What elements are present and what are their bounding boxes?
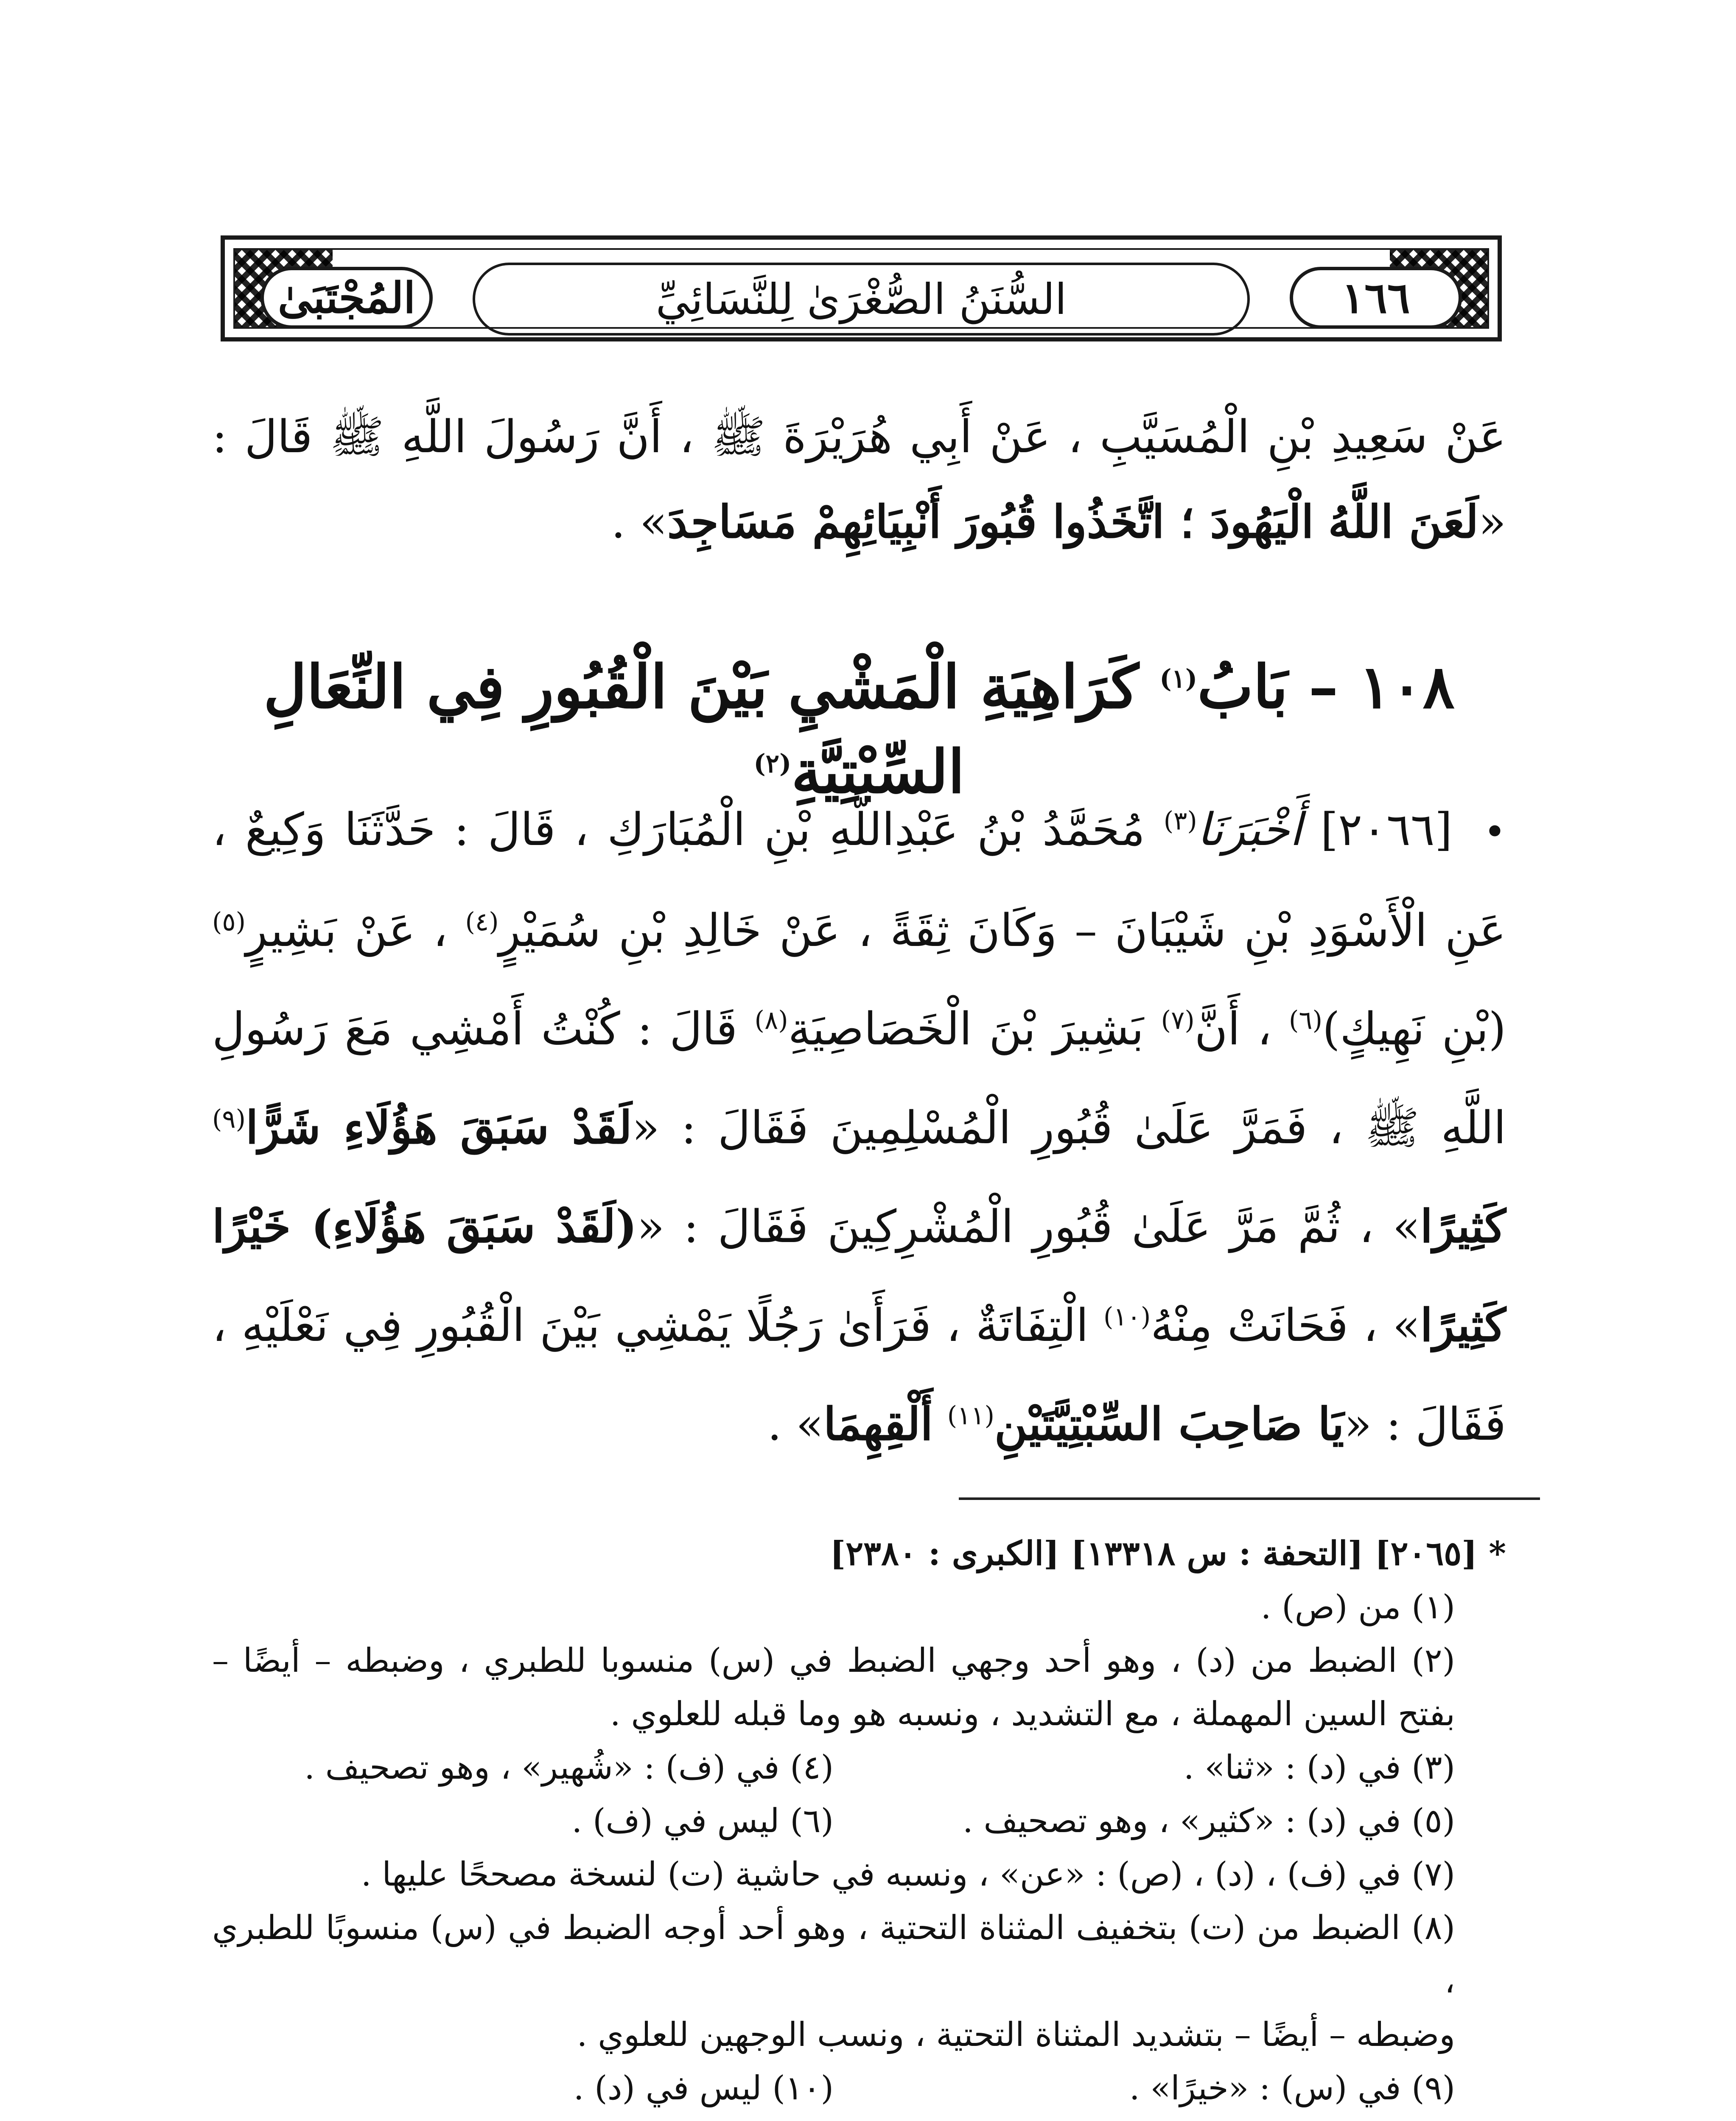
- previous-hadith-ending: [212, 395, 1506, 565]
- footnote-divider: [959, 1497, 1540, 1500]
- chapter-dash: –: [1308, 652, 1338, 722]
- footnote-2: (٢) الضبط من (د) ، وهو أحد وجهي الضبط في (س) منسوبا للطبري ، وضبطه – أيضًا – بفتح السين المهملة ، مع التشديد ، ونسبه هو وما قبله للعلوي .: [212, 1642, 1455, 1733]
- running-header: [221, 235, 1502, 341]
- page-number: ١٦٦: [1341, 273, 1410, 323]
- footnote-row-3-4: [212, 1741, 1506, 1794]
- hadith-number: [٢٠٦٦]: [1320, 803, 1453, 856]
- isnad-text-3: (بْنِ نَهِيكٍ): [1322, 1003, 1506, 1055]
- matn-text-3: » ، فَحَانَتْ مِنْهُ: [1151, 1299, 1420, 1352]
- footnote-8-cont: وضبطه – أيضًا – بتشديد المثناة التحتية ، ونسب الوجهين للعلوي .: [577, 2016, 1455, 2054]
- takhrij-2065: * [٢٠٦٥] [التحفة : س ١٣٣١٨] [الكبرى : ٢٣٨٠]: [830, 1534, 1506, 1573]
- book-title-cartouche: [260, 267, 433, 329]
- footnote-ref-3: (٣): [1163, 806, 1197, 836]
- footnote-ref-10: (١٠): [1103, 1302, 1151, 1332]
- akhbarana: أَخْبَرَنَا: [1197, 803, 1302, 856]
- matn-text-4: الْتِفَاتَةٌ ، فَرَأَىٰ رَجُلًا يَمْشِي بَيْنَ الْقُبُورِ فِي نَعْلَيْهِ ، فَقَالَ : «: [212, 1299, 1506, 1450]
- footnote-11: [212, 2115, 1506, 2121]
- footnote-7: (٧) في (ف) ، (د) ، (ص) : «عن» ، ونسبه في حاشية (ت) لنسخة مصححًا عليها .: [361, 1855, 1455, 1894]
- prev-text-end: » .: [611, 496, 667, 548]
- isnad-text-5: بَشِيرَ بْنَ الْخَصَاصِيَةِ: [788, 1003, 1144, 1055]
- chapter-title: كَرَاهِيَةِ الْمَشْيِ بَيْنَ الْقُبُورِ فِي النِّعَالِ السِّبْتِيَّةِ: [263, 652, 1139, 807]
- prev-text-plain: عَنْ سَعِيدِ بْنِ الْمُسَيَّبِ ، عَنْ أَبِي هُرَيْرَةَ ﷺ ، أَنَّ رَسُولَ اللَّهِ ﷺ قَالَ : «: [212, 411, 1506, 548]
- footnote-4: (٤) في (ف) : «شُهير» ، وهو تصحيف .: [304, 1749, 834, 1787]
- running-title: السُّنَنُ الصُّغْرَىٰ لِلنَّسَائِيِّ: [473, 263, 1250, 336]
- footnotes: [212, 1527, 1506, 2121]
- isnad-text-4: ، أَنَّ: [1194, 1003, 1272, 1055]
- bullet-icon: •: [1483, 810, 1506, 854]
- footnote-ref-1: (١): [1159, 664, 1198, 694]
- footnote-ref-11: (١١): [947, 1401, 994, 1431]
- matn-bold-3: (لَقَدْ سَبَقَ هَؤُلَاءِ) خَيْرًا كَثِيرًا: [212, 1200, 1506, 1352]
- footnote-6: (٦) ليس في (ف) .: [571, 1802, 834, 1840]
- footnote-8: (٨) الضبط من (ت) بتخفيف المثناة التحتية ، وهو أحد أوجه الضبط في (س) منسوبًا للطبري ،: [212, 1909, 1455, 2001]
- footnote-1: (١) من (ص) .: [1260, 1588, 1455, 1626]
- prev-text-bold-1: لَعَنَ اللَّهُ: [1328, 495, 1479, 548]
- footnote-9: (٩) في (س) : «خيرًا» .: [1129, 2069, 1455, 2107]
- isnad-text-2: ، عَنْ بَشِيرٍ: [246, 904, 448, 957]
- matn-bold-4: يَا صَاحِبَ السِّبْتِيَّتَيْنِ: [994, 1397, 1344, 1450]
- footnote-ref-2: (٢): [753, 749, 792, 779]
- book-title: المُجْتَبَىٰ: [277, 273, 416, 323]
- footnote-row-5-6: [212, 1794, 1506, 1848]
- footnote-5: (٥) في (د) : «كثير» ، وهو تصحيف .: [962, 1802, 1455, 1840]
- header-frame: [233, 248, 1489, 329]
- matn-text-1: قَالَ : كُنْتُ أَمْشِي مَعَ رَسُولِ اللَّهِ ﷺ ، فَمَرَّ عَلَىٰ قُبُورِ الْمُسْلِمِينَ فَقَالَ : «: [212, 1003, 1506, 1154]
- matn-text-end: » .: [767, 1398, 824, 1450]
- footnote-ref-5: (٥): [212, 907, 246, 937]
- hadith-2066: [212, 781, 1506, 1474]
- footnote-ref-4: (٤): [465, 907, 499, 937]
- footnote-10: (١٠) ليس في (د) .: [573, 2069, 834, 2107]
- chapter-word: بَابُ: [1197, 652, 1288, 722]
- footnote-ref-9: (٩): [212, 1104, 246, 1134]
- prev-text-bold-2: الْيَهُودَ ؛ اتَّخَذُوا قُبُورَ أَنْبِيَائِهِمْ مَسَاجِدَ: [667, 495, 1314, 548]
- page-number-cartouche: [1290, 267, 1462, 329]
- matn-bold-5: أَلْقِهِمَا: [823, 1397, 933, 1450]
- footnote-ref-8: (٨): [754, 1005, 788, 1035]
- matn-bold-2: كَثِيرًا: [1420, 1200, 1506, 1253]
- matn-bold-1: لَقَدْ سَبَقَ هَؤُلَاءِ شَرًّا: [246, 1101, 632, 1154]
- footnote-ref-6: (٦): [1288, 1005, 1323, 1035]
- footnote-3: (٣) في (د) : «ثنا» .: [1183, 1749, 1455, 1787]
- footnote-ref-7: (٧): [1161, 1005, 1195, 1035]
- prev-hadith-text: [212, 395, 1506, 565]
- matn-text-2: » ، ثُمَّ مَرَّ عَلَىٰ قُبُورِ الْمُشْرِكِينَ فَقَالَ : «: [637, 1200, 1420, 1253]
- footnote-row-9-10: [212, 2062, 1506, 2115]
- isnad-text-1: مُحَمَّدُ بْنُ عَبْدِاللَّهِ بْنِ الْمُبَارَكِ ، قَالَ : حَدَّثَنَا وَكِيعٌ ، عَنِ الْأَسْوَدِ بْنِ شَيْبَانَ – وَكَانَ ثِقَةً ، عَنْ خَالِدِ بْنِ سُمَيْرٍ: [212, 803, 1506, 957]
- chapter-number: ١٠٨: [1359, 652, 1455, 722]
